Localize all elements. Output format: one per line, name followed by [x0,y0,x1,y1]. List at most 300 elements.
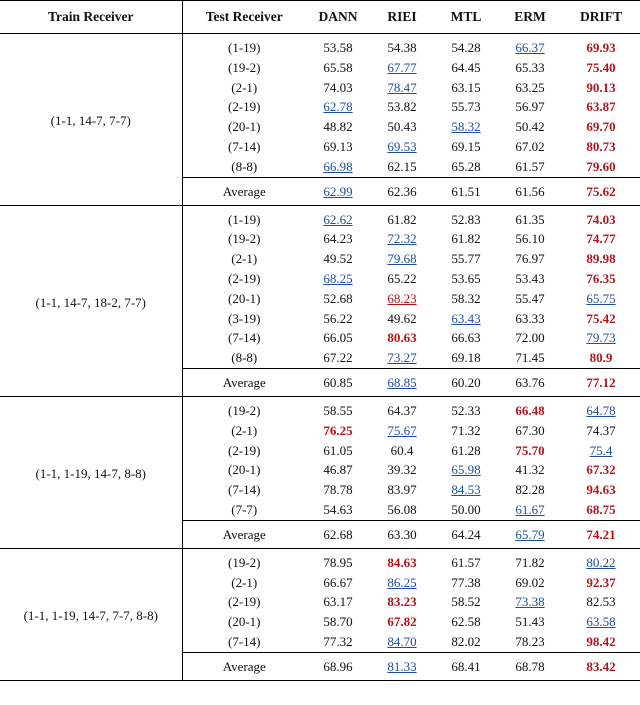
value: 68.41 [451,658,481,674]
best-value: 94.63 [586,482,616,498]
group-2 [0,205,640,396]
value-cell [498,34,562,58]
value-cell [306,137,370,157]
value: 41.32 [515,462,545,478]
value-cell [434,573,498,593]
value: 76.97 [515,251,545,267]
value-cell [306,309,370,329]
value-cell [370,137,434,157]
value-cell [306,117,370,137]
value-cell [498,460,562,480]
test-receiver-cell: (1-19) [228,40,261,55]
value: 63.15 [451,79,481,95]
value-cell [498,117,562,137]
value-cell [434,328,498,348]
value-cell [370,348,434,368]
value-cell [562,480,640,500]
value-cell [370,573,434,593]
best-value: 74.21 [586,526,616,542]
value: 77.32 [323,633,353,649]
value: 65.33 [515,59,545,75]
value: 50.42 [515,119,545,135]
average-value-cell [306,177,370,205]
value: 54.28 [451,40,481,55]
average-value-cell [562,177,640,205]
value: 49.62 [387,310,417,326]
value: 69.15 [451,138,481,154]
second-best-value: 66.37 [515,40,545,55]
average-value-cell [370,652,434,680]
value-cell [498,612,562,632]
train-receiver-cell: (1-1, 1-19, 14-7, 8-8) [0,396,182,548]
value-cell [562,441,640,461]
average-value-cell [498,520,562,548]
test-receiver-cell: (7-14) [228,138,261,154]
best-value: 75.42 [586,310,616,326]
value-cell [434,421,498,441]
value: 58.52 [451,594,481,610]
second-best-value: 62.99 [323,183,353,199]
second-best-value: 68.85 [387,374,417,390]
value: 67.30 [515,422,545,438]
value-cell [562,157,640,177]
value-cell [498,205,562,229]
value-cell [562,612,640,632]
average-value-cell [498,368,562,396]
value-cell [434,348,498,368]
value: 53.82 [387,99,417,115]
value: 49.52 [323,251,353,267]
best-value: 89.98 [586,251,616,267]
value-cell [306,480,370,500]
average-value-cell [306,368,370,396]
value: 67.22 [323,350,353,366]
value-cell [434,548,498,572]
test-receiver-cell: (7-14) [228,482,261,498]
test-receiver-cell: (2-19) [228,99,261,115]
second-best-value: 72.32 [387,231,417,247]
value: 65.28 [451,158,481,174]
value: 66.63 [451,330,481,346]
value: 46.87 [323,462,353,478]
value: 64.24 [451,526,481,542]
value: 64.45 [451,59,481,75]
value: 78.23 [515,633,545,649]
value-cell [370,229,434,249]
value: 60.20 [451,374,481,390]
value-cell [370,309,434,329]
value-cell [434,396,498,420]
average-label: Average [182,177,306,205]
average-value-cell [434,368,498,396]
second-best-value: 65.75 [586,290,616,306]
value: 71.32 [451,422,481,438]
header-test-receiver: Test Receiver [182,1,306,34]
average-value-cell [370,177,434,205]
value-cell [498,97,562,117]
value-cell [370,500,434,520]
value-cell [370,632,434,652]
value: 62.58 [451,614,481,630]
average-value-cell [562,520,640,548]
value-cell [370,480,434,500]
best-value: 74.77 [586,231,616,247]
value-cell [370,58,434,78]
average-value-cell [434,177,498,205]
best-value: 92.37 [586,574,616,590]
best-value: 80.73 [586,138,616,154]
best-value: 75.40 [586,59,616,75]
value-cell [306,573,370,593]
value: 54.38 [387,40,417,55]
header-mtl: MTL [434,1,498,34]
value: 63.33 [515,310,545,326]
average-value-cell [498,177,562,205]
test-receiver-cell: (8-8) [231,350,258,366]
value: 82.28 [515,482,545,498]
value-cell [498,328,562,348]
value: 56.97 [515,99,545,115]
value: 61.57 [451,554,481,570]
value-cell [370,97,434,117]
value: 61.51 [451,183,481,199]
best-value: 67.82 [387,614,417,630]
value-cell [498,289,562,309]
value: 62.68 [323,526,353,542]
value-cell [562,421,640,441]
best-value: 90.13 [586,79,616,95]
value: 82.53 [586,594,616,610]
second-best-value: 79.68 [387,251,417,267]
value-cell [306,289,370,309]
best-value: 77.12 [586,374,616,390]
value-cell [370,205,434,229]
test-receiver-cell: (1-19) [228,211,261,227]
value-cell [370,157,434,177]
value-cell [562,328,640,348]
second-best-value: 79.73 [586,330,616,346]
value-cell [306,612,370,632]
test-receiver-cell: (3-19) [228,310,261,326]
value: 63.76 [515,374,545,390]
value: 66.05 [323,330,353,346]
value-cell [498,548,562,572]
value-cell [306,58,370,78]
value: 64.37 [387,402,417,418]
value-cell [498,269,562,289]
test-receiver-cell: (20-1) [228,119,261,135]
value: 55.73 [451,99,481,115]
value-cell [306,441,370,461]
second-best-value: 68.25 [323,270,353,286]
second-best-value: 64.78 [586,402,616,418]
second-best-value: 66.98 [323,158,353,174]
header-train-receiver: Train Receiver [0,1,182,34]
best-value: 79.60 [586,158,616,174]
value-cell [562,78,640,98]
value-cell [370,78,434,98]
value-cell [562,205,640,229]
average-value-cell [562,652,640,680]
header-riei: RIEI [370,1,434,34]
second-best-value: 63.43 [451,310,481,326]
value: 83.97 [387,482,417,498]
value: 74.37 [586,422,616,438]
value-cell [498,573,562,593]
value-cell [498,632,562,652]
value-cell [562,460,640,480]
average-value-cell [370,368,434,396]
test-receiver-cell: (2-1) [231,574,258,590]
best-value: 76.35 [586,270,616,286]
value-cell [370,34,434,58]
value: 63.30 [387,526,417,542]
group-3 [0,396,640,548]
value: 74.03 [323,79,353,95]
test-receiver-cell: (2-19) [228,270,261,286]
value-cell [306,348,370,368]
value-cell [370,396,434,420]
second-best-value: 75.4 [589,442,613,458]
best-value: 76.25 [323,422,353,438]
test-receiver-cell: (20-1) [228,614,261,630]
value-cell [498,500,562,520]
second-best-value: 63.58 [586,614,616,630]
value: 67.02 [515,138,545,154]
value: 61.56 [515,183,545,199]
value: 39.32 [387,462,417,478]
value-cell [370,249,434,269]
value-cell [434,632,498,652]
average-label: Average [182,368,306,396]
value-cell [370,441,434,461]
value-cell [306,328,370,348]
second-best-value: 68.23 [387,290,417,306]
value-cell [498,249,562,269]
test-receiver-cell: (2-1) [231,422,258,438]
value: 54.63 [323,501,353,517]
second-best-value: 65.79 [515,526,545,542]
value: 50.00 [451,501,481,517]
value-cell [562,34,640,58]
value: 56.10 [515,231,545,247]
value-cell [434,117,498,137]
value: 61.05 [323,442,353,458]
value-cell [306,421,370,441]
best-value: 74.03 [586,211,616,227]
test-receiver-cell: (20-1) [228,462,261,478]
value-cell [498,309,562,329]
value-cell [434,205,498,229]
value-cell [306,548,370,572]
value: 62.36 [387,183,417,199]
value: 53.58 [323,40,353,55]
value-cell [434,269,498,289]
value-cell [306,34,370,58]
average-value-cell [498,652,562,680]
header-dann: DANN [306,1,370,34]
best-value: 63.87 [586,99,616,115]
value: 52.33 [451,402,481,418]
second-best-value: 73.38 [515,594,545,610]
test-receiver-cell: (19-2) [228,402,261,418]
best-value: 84.63 [387,554,417,570]
value-cell [306,157,370,177]
second-best-value: 61.67 [515,501,545,517]
value-cell [434,58,498,78]
second-best-value: 58.32 [451,119,481,135]
test-receiver-cell: (2-1) [231,79,258,95]
value-cell [562,548,640,572]
value: 78.78 [323,482,353,498]
value-cell [562,229,640,249]
test-receiver-cell: (7-7) [231,501,258,517]
average-label: Average [182,652,306,680]
test-receiver-cell: (19-2) [228,59,261,75]
best-value: 69.70 [586,119,616,135]
value-cell [562,269,640,289]
value-cell [498,229,562,249]
value: 71.82 [515,554,545,570]
value: 66.67 [323,574,353,590]
value-cell [306,249,370,269]
value-cell [370,117,434,137]
value-cell [370,592,434,612]
second-best-value: 65.98 [451,462,481,478]
best-value: 98.42 [586,633,616,649]
value: 52.83 [451,211,481,227]
group-1 [0,34,640,206]
value-cell [434,500,498,520]
value-cell [498,441,562,461]
value: 71.45 [515,350,545,366]
second-best-value: 73.27 [387,350,417,366]
table-row [0,205,640,229]
value-cell [562,97,640,117]
value-cell [498,592,562,612]
test-receiver-cell: (2-19) [228,594,261,610]
value: 53.43 [515,270,545,286]
value-cell [498,58,562,78]
value-cell [498,348,562,368]
best-value: 66.48 [515,402,545,418]
best-value: 80.63 [387,330,417,346]
best-value: 83.23 [387,594,417,610]
value: 64.23 [323,231,353,247]
value-cell [562,348,640,368]
test-receiver-cell: (7-14) [228,330,261,346]
value-cell [370,289,434,309]
value: 48.82 [323,119,353,135]
average-value-cell [306,652,370,680]
value-cell [306,205,370,229]
table-row [0,34,640,58]
value: 56.08 [387,501,417,517]
value-cell [434,289,498,309]
value: 58.32 [451,290,481,306]
value: 69.18 [451,350,481,366]
second-best-value: 78.47 [387,79,417,95]
test-receiver-cell: (8-8) [231,158,258,174]
value-cell [306,78,370,98]
value: 77.38 [451,574,481,590]
second-best-value: 67.77 [387,59,417,75]
value-cell [306,229,370,249]
value-cell [370,328,434,348]
average-label: Average [182,520,306,548]
second-best-value: 84.70 [387,633,417,649]
value-cell [434,157,498,177]
value-cell [434,309,498,329]
header-drift: DRIFT [562,1,640,34]
value: 51.43 [515,614,545,630]
average-value-cell [562,368,640,396]
value-cell [562,500,640,520]
best-value: 80.9 [589,350,613,366]
test-receiver-cell: (20-1) [228,290,261,306]
value: 60.4 [390,442,414,458]
table-row [0,396,640,420]
value-cell [562,249,640,269]
second-best-value: 62.62 [323,211,353,227]
value-cell [434,137,498,157]
second-best-value: 84.53 [451,482,481,498]
table-row [0,548,640,572]
second-best-value: 62.78 [323,99,353,115]
group-4 [0,548,640,680]
value-cell [370,269,434,289]
value-cell [434,97,498,117]
value-cell [562,632,640,652]
value-cell [562,137,640,157]
value-cell [498,480,562,500]
value: 62.15 [387,158,417,174]
value-cell [434,249,498,269]
value-cell [434,592,498,612]
value: 61.35 [515,211,545,227]
value: 68.78 [515,658,545,674]
second-best-value: 80.22 [586,554,616,570]
train-receiver-cell: (1-1, 14-7, 18-2, 7-7) [0,205,182,396]
value: 69.13 [323,138,353,154]
value: 63.25 [515,79,545,95]
value: 78.95 [323,554,353,570]
test-receiver-cell: (2-1) [231,251,258,267]
value-cell [498,78,562,98]
value-cell [306,97,370,117]
value-cell [434,78,498,98]
value: 82.02 [451,633,481,649]
test-receiver-cell: (19-2) [228,554,261,570]
value-cell [562,289,640,309]
value-cell [370,548,434,572]
best-value: 67.32 [586,462,616,478]
value-cell [434,612,498,632]
average-value-cell [434,520,498,548]
value-cell [434,229,498,249]
best-value: 68.75 [586,501,616,517]
header-row [0,1,640,34]
second-best-value: 81.33 [387,658,417,674]
train-receiver-cell: (1-1, 1-19, 14-7, 7-7, 8-8) [0,548,182,680]
value: 65.22 [387,270,417,286]
value-cell [498,421,562,441]
value-cell [434,460,498,480]
header-erm: ERM [498,1,562,34]
value-cell [434,480,498,500]
value-cell [562,309,640,329]
value-cell [370,460,434,480]
